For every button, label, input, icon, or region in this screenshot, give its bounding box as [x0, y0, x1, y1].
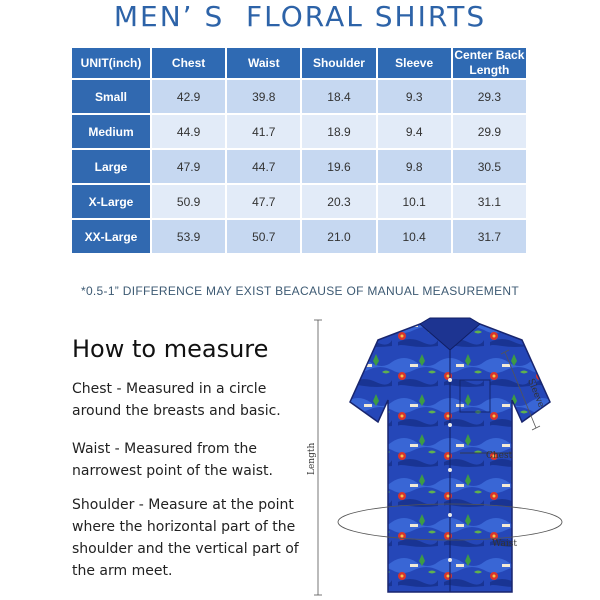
size-chart-table [70, 46, 528, 255]
page-title: MEN’ S FLORAL SHIRTS [113, 0, 487, 33]
table-cell: 18.9 [302, 115, 375, 148]
table-cell: 21.0 [302, 220, 375, 253]
header-cell: Sleeve [378, 48, 451, 78]
table-cell: 47.7 [227, 185, 300, 218]
shirt-icon [350, 318, 550, 592]
table-header-row [72, 48, 526, 78]
sleeve-label: Sleeve [525, 377, 546, 410]
table-cell: 29.3 [453, 80, 526, 113]
table-cell: 50.7 [227, 220, 300, 253]
header-cell: Waist [227, 48, 300, 78]
table-cell: 20.3 [302, 185, 375, 218]
table-cell: 53.9 [152, 220, 225, 253]
table-cell: 42.9 [152, 80, 225, 113]
size-label: X-Large [72, 185, 150, 218]
waist-description: Waist - Measured from the narrowest point of the waist. [72, 441, 273, 479]
table-cell: 47.9 [152, 150, 225, 183]
table-cell: 44.7 [227, 150, 300, 183]
table-cell: 39.8 [227, 80, 300, 113]
size-label: XX-Large [72, 220, 150, 253]
table-cell: 50.9 [152, 185, 225, 218]
header-cell: UNIT(inch) [72, 48, 150, 78]
size-label: Large [72, 150, 150, 183]
measurement-note: *0.5-1” DIFFERENCE MAY EXIST BEACAUSE OF MANUAL MEASUREMENT [80, 284, 519, 298]
length-label: Length [307, 442, 317, 475]
table-cell: 31.7 [453, 220, 526, 253]
header-cell: Shoulder [302, 48, 375, 78]
header-cell: Center Back Length [454, 48, 525, 77]
table-row [72, 185, 526, 218]
table-row [72, 220, 526, 253]
size-label: Small [72, 80, 150, 113]
how-to-heading: How to measure [72, 335, 269, 363]
table-cell: 29.9 [453, 115, 526, 148]
table-row [72, 115, 526, 148]
chest-description: Chest - Measured in a circle around the breasts and basic. [72, 381, 281, 419]
table-cell: 9.4 [378, 115, 451, 148]
table-cell: 10.1 [378, 185, 451, 218]
table-cell: 9.3 [378, 80, 451, 113]
table-row [72, 80, 526, 113]
header-cell: Chest [152, 48, 225, 78]
table-cell: 9.8 [378, 150, 451, 183]
size-label: Medium [72, 115, 150, 148]
table-cell: 41.7 [227, 115, 300, 148]
table-cell: 10.4 [378, 220, 451, 253]
shoulder-description: Shoulder - Measure at the point where the horizontal part of the shoulder and the vertical part of the arm meet. [72, 497, 299, 579]
table-cell: 18.4 [302, 80, 375, 113]
table-cell: 44.9 [152, 115, 225, 148]
shirt-diagram [300, 310, 600, 600]
table-cell: 19.6 [302, 150, 375, 183]
waist-label: Waist [492, 539, 517, 549]
table-row [72, 150, 526, 183]
chest-label: Chest [486, 451, 513, 461]
table-cell: 31.1 [453, 185, 526, 218]
table-cell: 30.5 [453, 150, 526, 183]
